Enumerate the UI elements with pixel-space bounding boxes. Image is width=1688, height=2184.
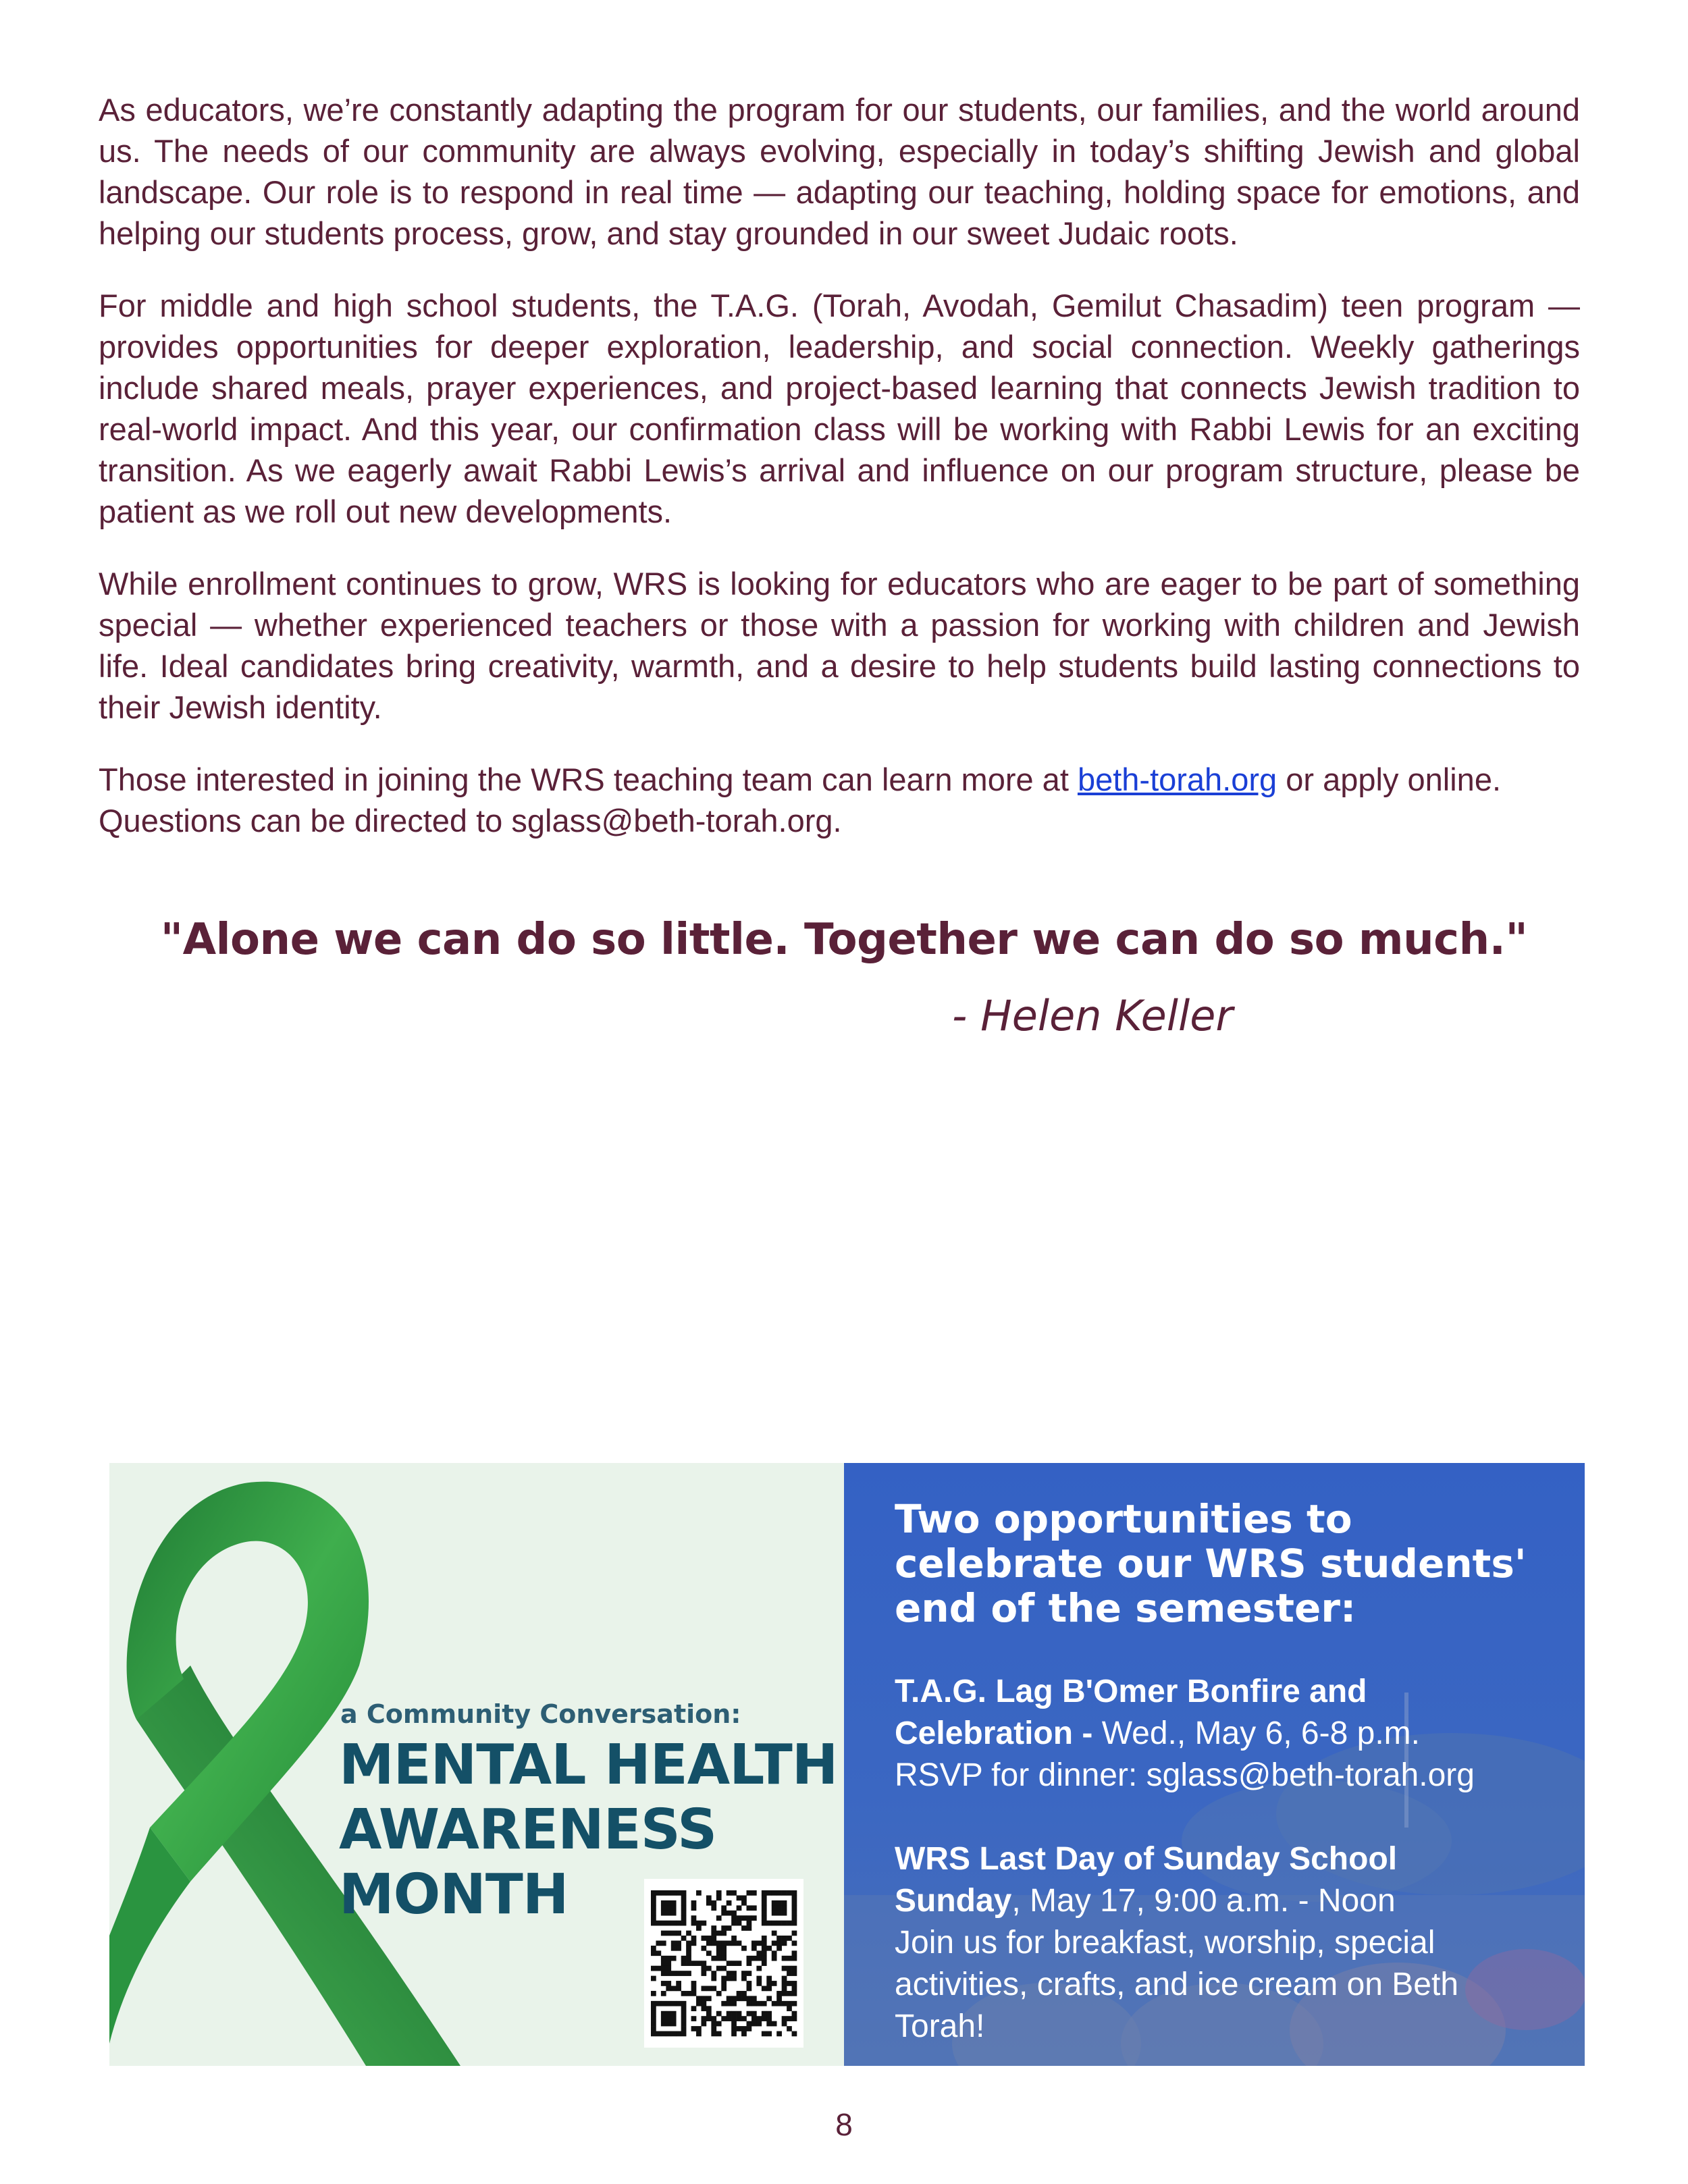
event1-title-line2: Celebration - (895, 1715, 1093, 1751)
quote-author: - Helen Keller (952, 991, 1233, 1040)
paragraph-3: While enrollment continues to grow, WRS is looking for educators who are eager to be part of something special — whether experienced teachers or those with a passion for working with children and Jewish life. Ideal candidates bring creativity, warmth, and a desire to help students build lasting connections to their Jewish identity. (99, 566, 1580, 725)
semester-events-panel (844, 1463, 1585, 2066)
article-body (99, 89, 1580, 872)
event1-rsvp: RSVP for dinner: sglass@beth-torah.org (895, 1757, 1475, 1793)
event2-title-line2: Sunday (895, 1883, 1012, 1919)
title-line-2: AWARENESS (339, 1798, 717, 1862)
qr-code-icon[interactable] (644, 1879, 803, 2048)
paragraph-4-before: Those interested in joining the WRS teaching team can learn more at (99, 762, 1078, 797)
title-line-1: MENTAL HEALTH (339, 1733, 838, 1797)
event-flyer (109, 1463, 1585, 2066)
semester-events-content (895, 1497, 1570, 2048)
event2-title-line1: WRS Last Day of Sunday School (895, 1841, 1398, 1877)
beth-torah-link[interactable]: beth-torah.org (1077, 762, 1277, 797)
event1-line2 (895, 1713, 1570, 1755)
event1-title-line1: T.A.G. Lag B'Omer Bonfire and (895, 1674, 1367, 1709)
event-last-day (895, 1838, 1570, 2048)
event2-line2 (895, 1880, 1570, 1922)
events-heading (895, 1497, 1570, 1630)
heading-line-2: celebrate our WRS students' (895, 1541, 1527, 1587)
paragraph-4 (99, 759, 1580, 841)
heading-line-3: end of the semester: (895, 1585, 1356, 1631)
mental-health-panel (109, 1463, 844, 2066)
paragraph-4-line2: Questions can be directed to sglass@beth-torah.org. (99, 803, 842, 838)
event-bonfire (895, 1671, 1570, 1796)
event1-when: Wed., May 6, 6-8 p.m. (1092, 1715, 1420, 1751)
event2-desc: Join us for breakfast, worship, special activities, crafts, and ice cream on Beth Torah! (895, 1925, 1459, 2044)
quote-text: "Alone we can do so little. Together we can do so much." (160, 915, 1528, 965)
heading-line-1: Two opportunities to (895, 1496, 1352, 1542)
page-number: 8 (835, 2107, 853, 2142)
community-conversation-label: a Community Conversation: (340, 1699, 741, 1729)
paragraph-4-after: or apply online. (1277, 762, 1502, 797)
paragraph-2: For middle and high school students, the T.A.G. (Torah, Avodah, Gemilut Chasadim) teen program — provides opportunities for deeper exploration, leadership, and social connection. Weekly gatherings include shared meals, prayer experiences, and project-based learning that connects Jewish tradition to real-world impact. And this year, our confirmation class will be working with Rabbi Lewis for an exciting transition. As we eagerly await Rabbi Lewis’s arrival and influence on our program structure, please be patient as we roll out new developments. (99, 288, 1580, 529)
title-line-3: MONTH (339, 1863, 569, 1927)
paragraph-1: As educators, we’re constantly adapting the program for our students, our families, and the world around us. The needs of our community are always evolving, especially in today’s shifting Jewish and global landscape. Our role is to respond in real time — adapting our teaching, holding space for emotions, and helping our students process, grow, and stay grounded in our sweet Judaic roots. (99, 92, 1580, 251)
event2-when: , May 17, 9:00 a.m. - Noon (1011, 1883, 1396, 1919)
